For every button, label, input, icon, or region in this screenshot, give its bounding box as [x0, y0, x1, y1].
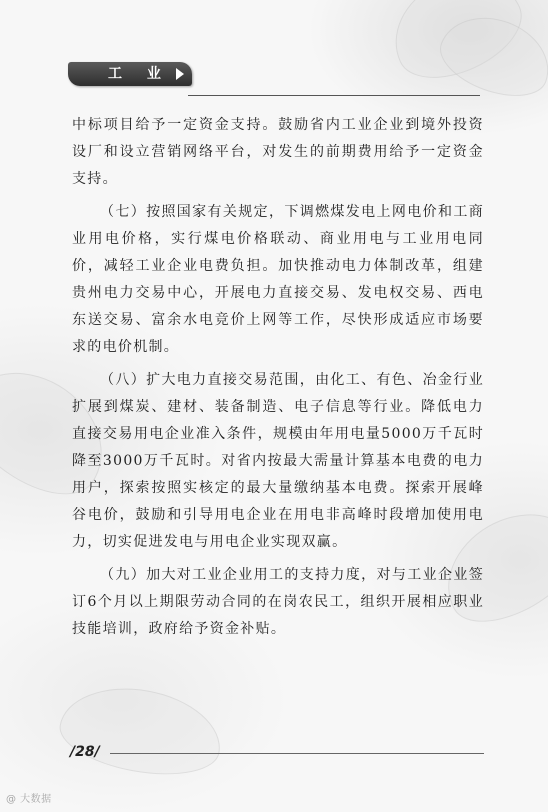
paragraph-item-8: （八）扩大电力直接交易范围，由化工、有色、冶金行业扩展到煤炭、建材、装备制造、电子信息等行业。降低电力直接交易用电企业准入条件，规模由年用电量5000万千瓦时降至3000万千瓦时。对省内按最大需量计算基本电费的电力用户，探索按照实核定的最大量缴纳基本电费。探索开展峰谷电价，鼓励和引导用电企业在用电非高峰时段增加使用电力，切实促进发电与用电企业实现双赢。 — [72, 372, 484, 550]
watermark-text: @ 大数据 — [6, 794, 52, 805]
paragraph-item-9: （九）加大对工业企业用工的支持力度，对与工业企业签订6个月以上期限劳动合同的在岗农民工，组织开展相应职业技能培训，政府给予资金补贴。 — [72, 567, 484, 637]
header-divider — [188, 95, 480, 96]
section-header-tab — [68, 62, 192, 86]
paragraph-item-7: （七）按照国家有关规定，下调燃煤发电上网电价和工商业用电价格，实行煤电价格联动、商业用电与工业用电同价，减轻工业企业电费负担。加快推动电力体制改革，组建贵州电力交易中心，开展电力直接交易、发电权交易、西电东送交易、富余水电竞价上网等工作，尽快形成适应市场要求的电价机制。 — [72, 204, 484, 355]
arrow-right-icon — [176, 68, 184, 80]
section-title: 工 业 — [108, 66, 171, 82]
body-text — [72, 112, 484, 643]
page-number: /28/ — [70, 744, 100, 760]
footer-divider — [110, 753, 484, 754]
paragraph-continuation: 中标项目给予一定资金支持。鼓励省内工业企业到境外投资设厂和设立营销网络平台，对发生的前期费用给予一定资金支持。 — [72, 117, 484, 187]
